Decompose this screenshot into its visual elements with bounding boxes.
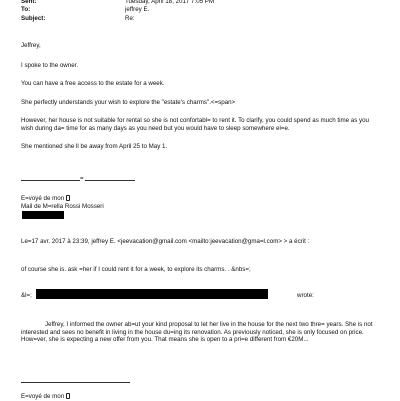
signature-separator-2 bbox=[21, 382, 130, 383]
subject-value: Re: bbox=[125, 15, 135, 22]
paragraph-2: You can have a free access to the estate for a week. bbox=[21, 80, 165, 87]
signature-2-sent-from: E=voyé de mon bbox=[21, 393, 70, 401]
to-label: To: bbox=[21, 6, 31, 13]
wrote-prefix: &l=; bbox=[21, 292, 32, 299]
greeting: Jeffrey, bbox=[21, 42, 41, 49]
paragraph-4: However, her house is not suitable for rental so she is not confortabl= to rent it. To clarify, you could spend as much time as you wish during da= time for as many days as you need but you would have to sleep somewhere el=e. bbox=[21, 117, 369, 132]
signature-mail-from: Mail de M=rella Rossi Mosseri bbox=[21, 203, 104, 210]
redaction-bar bbox=[36, 289, 268, 299]
signature-sent-from: E=voyé de mon bbox=[21, 195, 70, 203]
signature-separator-right bbox=[85, 180, 135, 181]
to-value: jeffrey E. bbox=[125, 6, 150, 13]
redaction-block bbox=[22, 211, 64, 219]
paragraph-6: Jeffrey, I informed the owner ab=ut your kind proposal to let her live in the house for the next two thre= years. She is not interested and sees no benefit in living in the house du=ing its renovation. As previously noticed, she is only focused on price. How=ver, she is expecting a new offer from you. That means she is open to a pri=e different from €20M... bbox=[21, 321, 373, 344]
paragraph-5: She mentioned she ll be away from April 25 to May 1. bbox=[21, 143, 168, 150]
sent-label: Sent: bbox=[21, 0, 37, 5]
quote-line: of course she is. ask =her if I could rent it for a week, to explore its charms. . &nbs=; bbox=[21, 266, 251, 273]
signature-separator-mid: = bbox=[80, 175, 84, 182]
phone-icon bbox=[66, 195, 70, 201]
subject-label: Subject: bbox=[21, 15, 46, 22]
signature-separator-left bbox=[21, 180, 80, 181]
wrote-suffix: wrote: bbox=[297, 292, 314, 299]
quote-header: Le=17 avr. 2017 à 23:39, jeffrey E. <jeevacation@gmail.com <mailto:jeevacation@gma=l.com> > a écrit : bbox=[21, 238, 310, 245]
paragraph-1: I spoke to the owner. bbox=[21, 62, 79, 69]
phone-icon bbox=[66, 393, 70, 399]
paragraph-3: She perfectly understands your wish to explore the "estate's charms".<=span> bbox=[21, 99, 236, 106]
sent-value: Tuesday, April 18, 2017 7:05 PM bbox=[125, 0, 215, 5]
